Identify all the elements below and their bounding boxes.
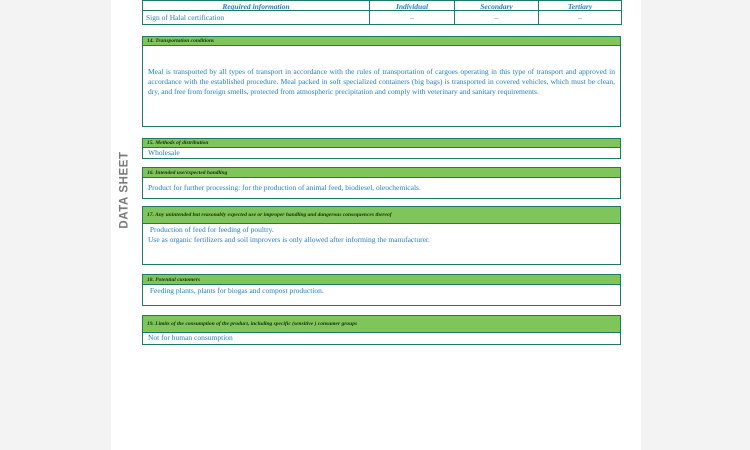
header-required-information: Required information	[143, 1, 370, 11]
section-intended-use	[142, 167, 621, 199]
header-tertiary: Tertiary	[539, 1, 622, 11]
section-text-line-2: Use as organic fertilizers and soil improvers is only allowed after informing the manufacturer.	[148, 234, 430, 244]
table-header-row	[143, 1, 622, 11]
section-text: Product for further processing: for the production of animal feed, biodiesel, oleochemicals.	[148, 183, 421, 192]
header-secondary: Secondary	[455, 1, 539, 11]
section-text-line-1: Production of feed for feeding of poultry.	[148, 225, 274, 234]
section-body	[143, 148, 620, 158]
table-row	[143, 11, 622, 25]
requirements-table	[142, 0, 622, 25]
section-title: 14. Transportation conditions	[143, 37, 620, 46]
section-text: Meal is transported by all types of transport in accordance with the rules of transportation of cargoes operating in this type of transport and approved in accordance with the established procedure. Meal packed in soft specialized containers (big bags) is transported in covered vehicles, which must be clean, dry, and free from foreign smells, protected from atmospheric precipitation and comply with veterinary and sanitary requirements.	[148, 67, 615, 96]
section-body	[143, 224, 620, 264]
section-title: 19. Limits of the consumption of the product, including specific (sensitive ) consumer groups	[143, 316, 620, 333]
section-title: 16. Intended use/expected handling	[143, 168, 620, 178]
header-individual: Individual	[370, 1, 455, 11]
section-title: 15. Methods of distribution	[143, 139, 620, 148]
section-body	[143, 178, 620, 198]
side-label	[110, 150, 140, 230]
section-text: Not for human consumption	[148, 333, 233, 342]
row-secondary: –	[455, 11, 539, 25]
section-body	[143, 285, 620, 305]
section-body	[143, 333, 620, 344]
section-consumption-limits	[142, 315, 621, 345]
section-text: Wholesale	[148, 148, 180, 157]
row-tertiary: –	[539, 11, 622, 25]
section-body	[143, 46, 620, 126]
row-individual: –	[370, 11, 455, 25]
section-title: 18. Potential customers	[143, 275, 620, 285]
section-unintended-use	[142, 206, 621, 265]
section-potential-customers	[142, 274, 621, 306]
section-transportation-conditions	[142, 36, 621, 127]
row-label: Sign of Halal certification	[143, 11, 370, 25]
section-methods-of-distribution	[142, 138, 621, 159]
section-title: 17. Any unintended but reasonably expected use or improper handling and dangerous consequences thereof	[143, 207, 620, 224]
side-label-text: DATA SHEET	[119, 151, 131, 229]
section-text: Feeding plants, plants for biogas and compost production.	[148, 286, 324, 295]
